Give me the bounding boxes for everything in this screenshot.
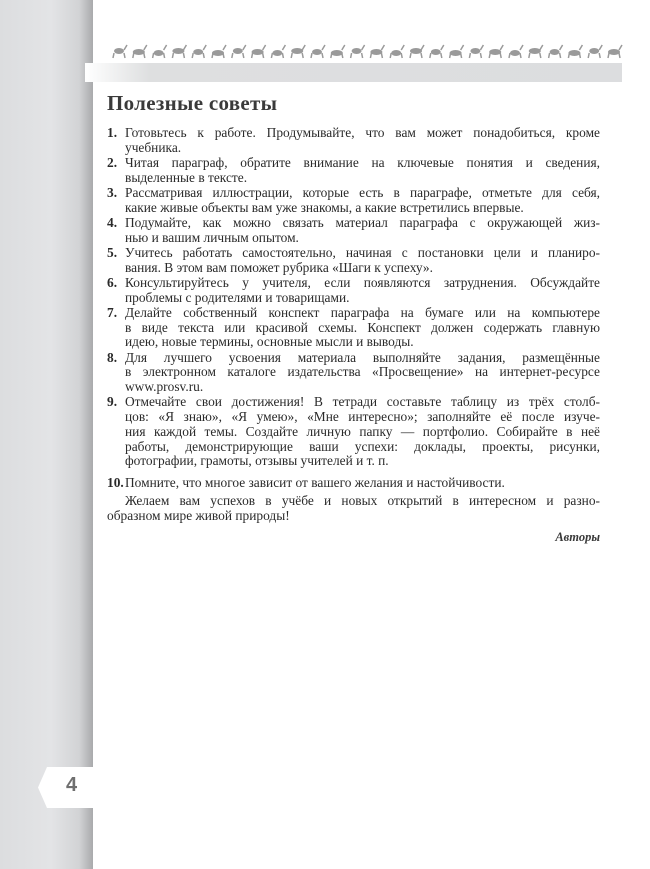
tip-line: Готовьтесь к работе. Продумывайте, что вам может понадобиться, кроме <box>125 125 600 140</box>
animal-silhouette-icon <box>370 45 384 58</box>
header-bar <box>85 63 622 82</box>
page-margin-band <box>0 0 93 869</box>
animal-silhouette-icon <box>588 45 602 58</box>
animal-silhouette-icon <box>410 45 424 58</box>
tip-line: в электронном каталоге издательства «Просвещение» на интернет-ресурсе <box>125 364 600 380</box>
page-number: 4 <box>66 774 78 796</box>
tip-item <box>107 476 600 491</box>
tip-line: Для лучшего усвоения материала выполняйте задания, размещённые <box>125 349 600 365</box>
tip-number: 7. <box>107 305 118 320</box>
animal-silhouette-icon <box>529 45 543 58</box>
tip-item <box>107 186 600 215</box>
tip-number: 9. <box>107 394 118 410</box>
tip-number: 10. <box>107 474 124 490</box>
animal-silhouette-icon <box>192 45 206 58</box>
tip-item <box>107 216 600 245</box>
tip-item <box>107 351 600 395</box>
animal-silhouette-icon <box>489 45 503 58</box>
tip-line: проблемы с родителями и товарищами. <box>125 289 350 305</box>
tip-line: Делайте собственный конспект параграфа на бумаге или на компьютере <box>125 305 600 320</box>
animal-silhouette-icon <box>232 45 246 58</box>
animal-silhouette-icon <box>113 45 127 58</box>
tip-number: 4. <box>107 215 118 230</box>
animal-silhouette-icon <box>430 45 444 58</box>
animal-silhouette-icon <box>212 45 226 58</box>
tip-line: цов: «Я знаю», «Я умею», «Мне интересно»; заполняйте её после изуче- <box>125 409 600 425</box>
tip-line: Подумайте, как можно связать материал параграфа с окружающей жиз- <box>125 215 600 230</box>
tip-number: 1. <box>107 125 118 140</box>
tip-number: 6. <box>107 275 118 290</box>
tip-line: Отмечайте свои достижения! В тетради составьте таблицу из трёх столб- <box>125 394 600 410</box>
closing-line: образном мире живой природы! <box>107 507 290 523</box>
tip-number: 8. <box>107 349 118 365</box>
tip-number: 3. <box>107 185 118 200</box>
animal-silhouette-icon <box>311 45 325 58</box>
tip-number: 2. <box>107 155 118 170</box>
animal-silhouette-icon <box>271 45 285 58</box>
tip-line: Читая параграф, обратите внимание на ключевые понятия и сведения, <box>125 155 600 170</box>
tip-item <box>107 395 600 469</box>
tip-line: идею, новые термины, основные мысли и выводы. <box>125 334 414 350</box>
closing-paragraph <box>107 494 600 523</box>
tip-line: в виде текста или красивой схемы. Конспект должен содержать главную <box>125 319 600 335</box>
tip-item <box>107 276 600 305</box>
page-title: Полезные советы <box>107 91 278 115</box>
animal-silhouette-icon <box>608 45 622 58</box>
animal-silhouette-icon <box>469 45 483 58</box>
animal-silhouette-icon <box>450 45 464 58</box>
tip-line: работы, демонстрирующие ваши успехи: доклады, проекты, рисунки, <box>125 438 600 454</box>
closing-line: Желаем вам успехов в учёбе и новых открытий в интересном и разно- <box>125 493 600 508</box>
animal-silhouette-icon <box>331 45 345 58</box>
animal-silhouette-icon <box>351 45 365 58</box>
signature: Авторы <box>555 530 600 544</box>
tip-item <box>107 126 600 155</box>
animal-silhouette-icon <box>549 45 563 58</box>
animal-silhouette-icon <box>133 45 147 58</box>
tip-line: Помните, что многое зависит от вашего желания и настойчивости. <box>125 474 505 490</box>
tip-line: ния каждой темы. Создайте личную папку — портфолио. Собирайте в неё <box>125 423 600 439</box>
tip-item <box>107 156 600 185</box>
tip-item <box>107 306 600 350</box>
tip-item <box>107 246 600 275</box>
tip-line: Рассматривая иллюстрации, которые есть в параграфе, отметьте для себя, <box>125 185 600 200</box>
tip-line: фотографии, грамоты, отзывы учителей и т. п. <box>125 453 389 469</box>
animal-silhouette-icon <box>291 45 305 58</box>
tip-line: вания. В этом вам поможет рубрика «Шаги к успеху». <box>125 259 433 275</box>
tip-line: учебника. <box>125 139 182 155</box>
animal-silhouette-icon <box>509 45 523 58</box>
tip-line: выделенные в тексте. <box>125 169 248 185</box>
tip-number: 5. <box>107 245 118 260</box>
tip-line: какие живые объекты вам уже знакомы, а какие встретились впервые. <box>125 199 524 215</box>
tip-line: Учитесь работать самостоятельно, начиная с постановки цели и планиро- <box>125 245 600 260</box>
tip-line: Консультируйтесь у учителя, если появляются затруднения. Обсуждайте <box>125 275 600 290</box>
animal-silhouettes-border <box>110 42 625 60</box>
tips-list <box>107 126 600 491</box>
animal-silhouette-icon <box>153 45 167 58</box>
animal-silhouette-icon <box>568 45 582 58</box>
tip-line: нью и вашим личным опытом. <box>125 229 299 245</box>
tip-line: www.prosv.ru. <box>125 379 204 395</box>
animal-silhouette-icon <box>252 45 266 58</box>
animal-silhouette-icon <box>172 45 186 58</box>
animal-silhouette-icon <box>390 45 404 58</box>
